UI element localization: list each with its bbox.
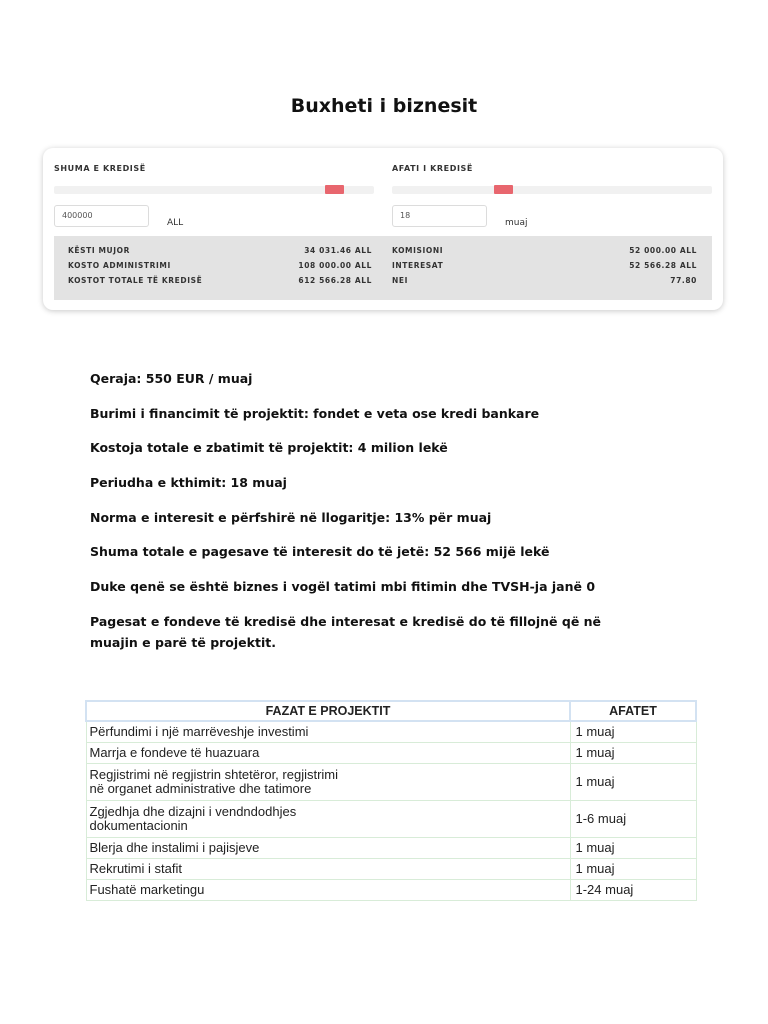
summary-value: 612 566.28 ALL — [298, 276, 372, 285]
loan-term-label: AFATI I KREDISË — [392, 164, 473, 173]
paragraph-interest-rate: Norma e interesit e përfshirë në llogaritje: 13% për muaj — [90, 510, 492, 525]
table-row — [86, 879, 696, 900]
summary-label: KOMISIONI — [392, 246, 444, 255]
deadline-cell: 1-6 muaj — [570, 800, 696, 837]
loan-amount-input[interactable]: 400000 — [54, 205, 149, 227]
loan-calculator-card — [43, 148, 723, 310]
table-row — [86, 742, 696, 763]
summary-label: KOSTO ADMINISTRIMI — [68, 261, 171, 270]
loan-amount-label: SHUMA E KREDISË — [54, 164, 146, 173]
summary-row — [392, 261, 697, 275]
column-header-phases: FAZAT E PROJEKTIT — [86, 701, 570, 721]
summary-row — [68, 261, 372, 275]
phase-cell: Zgjedhja dhe dizajni i vendndodhjes dokumentacionin — [86, 800, 570, 837]
paragraph-payment-start: Pagesat e fondeve të kredisë dhe interesat e kredisë do të fillojnë që në muajin e parë të projektit. — [90, 614, 602, 650]
summary-row — [68, 246, 372, 260]
summary-label: INTERESAT — [392, 261, 444, 270]
phase-cell: Marrja e fondeve të huazuara — [86, 742, 570, 763]
phase-cell: Fushatë marketingu — [86, 879, 570, 900]
deadline-cell: 1 muaj — [570, 721, 696, 742]
table-row — [86, 858, 696, 879]
paragraph-funding-source: Burimi i financimit të projektit: fondet e veta ose kredi bankare — [90, 406, 540, 421]
summary-value: 34 031.46 ALL — [304, 246, 372, 255]
loan-amount-unit: ALL — [167, 218, 184, 228]
phase-cell: Përfundimi i një marrëveshje investimi — [86, 721, 570, 742]
paragraph-payback-period: Periudha e kthimit: 18 muaj — [90, 475, 287, 490]
summary-value: 52 000.00 ALL — [629, 246, 697, 255]
phase-cell: Rekrutimi i stafit — [86, 858, 570, 879]
paragraph-tax-note: Duke qenë se është biznes i vogël tatimi mbi fitimin dhe TVSH-ja janë 0 — [90, 579, 596, 594]
summary-value: 108 000.00 ALL — [298, 261, 372, 270]
table-row — [86, 837, 696, 858]
column-header-deadlines: AFATET — [570, 701, 696, 721]
deadline-cell: 1 muaj — [570, 763, 696, 800]
summary-label: KOSTOT TOTALE TË KREDISË — [68, 276, 203, 285]
loan-term-slider[interactable] — [392, 186, 712, 194]
table-header-row — [86, 701, 696, 721]
summary-label: KËSTI MUJOR — [68, 246, 130, 255]
deadline-cell: 1 muaj — [570, 837, 696, 858]
paragraph-interest-total: Shuma totale e pagesave të interesit do të jetë: 52 566 mijë lekë — [90, 544, 550, 559]
deadline-cell: 1-24 muaj — [570, 879, 696, 900]
summary-label: NEI — [392, 276, 408, 285]
loan-term-unit: muaj — [505, 218, 528, 228]
deadline-cell: 1 muaj — [570, 742, 696, 763]
paragraph-total-cost: Kostoja totale e zbatimit të projektit: 4 milion lekë — [90, 440, 448, 455]
loan-term-input[interactable]: 18 — [392, 205, 487, 227]
project-phases-table — [85, 700, 697, 901]
table-row — [86, 800, 696, 837]
loan-summary — [54, 236, 712, 300]
table-row — [86, 763, 696, 800]
loan-amount-slider-handle[interactable] — [325, 185, 344, 194]
deadline-cell: 1 muaj — [570, 858, 696, 879]
paragraph-rent: Qeraja: 550 EUR / muaj — [90, 371, 253, 386]
summary-value: 77.80 — [670, 276, 697, 285]
loan-term-slider-handle[interactable] — [494, 185, 513, 194]
phase-cell: Blerja dhe instalimi i pajisjeve — [86, 837, 570, 858]
summary-row — [392, 246, 697, 260]
phase-cell: Regjistrimi në regjistrin shtetëror, regjistrimi në organet administrative dhe tatimore — [86, 763, 570, 800]
table-row — [86, 721, 696, 742]
page-title: Buxheti i biznesit — [290, 95, 478, 117]
summary-row — [68, 276, 372, 290]
summary-value: 52 566.28 ALL — [629, 261, 697, 270]
summary-row — [392, 276, 697, 290]
